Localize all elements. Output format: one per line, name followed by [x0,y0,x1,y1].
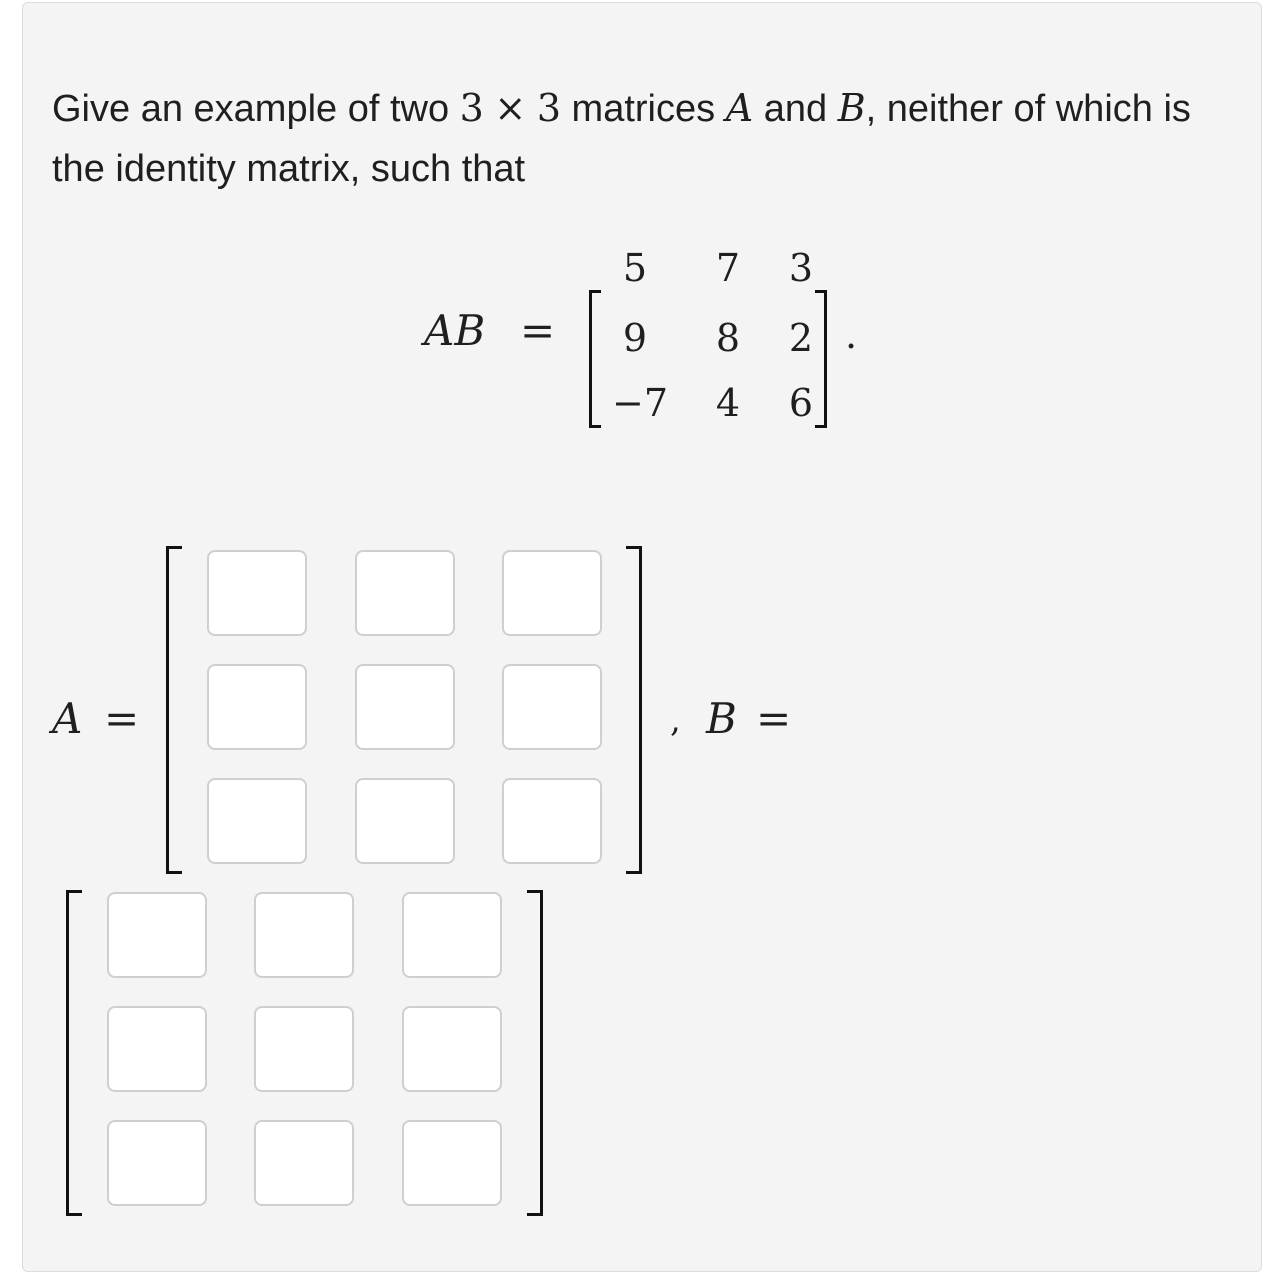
matrix-b-right-bracket [527,890,543,1216]
product-cell: 2 [788,316,814,360]
matrix-a-input-r2c2[interactable] [355,664,455,750]
matrix-a-input-r2c3[interactable] [502,664,602,750]
product-left-bracket [589,290,601,428]
matrix-b-input-r2c1[interactable] [107,1006,207,1092]
product-cell: 9 [622,316,648,360]
matrix-b-input-r1c3[interactable] [402,892,502,978]
product-cell: 3 [788,246,814,290]
matrix-separator: , [670,700,681,740]
var-b: B [837,86,866,130]
product-cell: −7 [611,381,669,425]
matrix-b-equals: = [756,694,792,743]
matrix-a-equals: = [104,694,140,743]
product-cell: 6 [788,381,814,425]
matrix-b-input-r2c3[interactable] [402,1006,502,1092]
product-cell: 4 [715,381,741,425]
product-cell: 7 [715,246,741,290]
matrix-a-input-r1c2[interactable] [355,550,455,636]
matrix-b-label: B [706,694,737,743]
matrix-a-input-r3c1[interactable] [207,778,307,864]
question-prompt: Give an example of two 3 × 3 matrices A and B, neither of which is the identity matrix, such that [52,86,1191,190]
matrix-a-label: A [52,694,83,743]
matrix-a-input-r3c2[interactable] [355,778,455,864]
matrix-a-input-r1c1[interactable] [207,550,307,636]
product-cell: 5 [622,246,648,290]
matrix-a-input-r2c1[interactable] [207,664,307,750]
matrix-b-input-r3c3[interactable] [402,1120,502,1206]
dim-a: 3 [459,86,484,130]
product-period: . [845,313,858,357]
matrix-b-input-r2c2[interactable] [254,1006,354,1092]
matrix-b-left-bracket [66,890,82,1216]
matrix-b-input-r3c1[interactable] [107,1120,207,1206]
matrix-a-left-bracket [166,546,182,874]
dim-b: 3 [536,86,561,130]
matrix-b-input-r1c2[interactable] [254,892,354,978]
matrix-a-input-r3c3[interactable] [502,778,602,864]
matrix-a-right-bracket [626,546,642,874]
times-symbol: × [494,86,527,130]
product-label: AB [424,306,486,355]
matrix-b-input-r3c2[interactable] [254,1120,354,1206]
product-equals: = [520,306,556,355]
matrix-b-input-r1c1[interactable] [107,892,207,978]
product-cell: 8 [715,316,741,360]
matrix-a-input-r1c3[interactable] [502,550,602,636]
var-a: A [725,86,754,130]
